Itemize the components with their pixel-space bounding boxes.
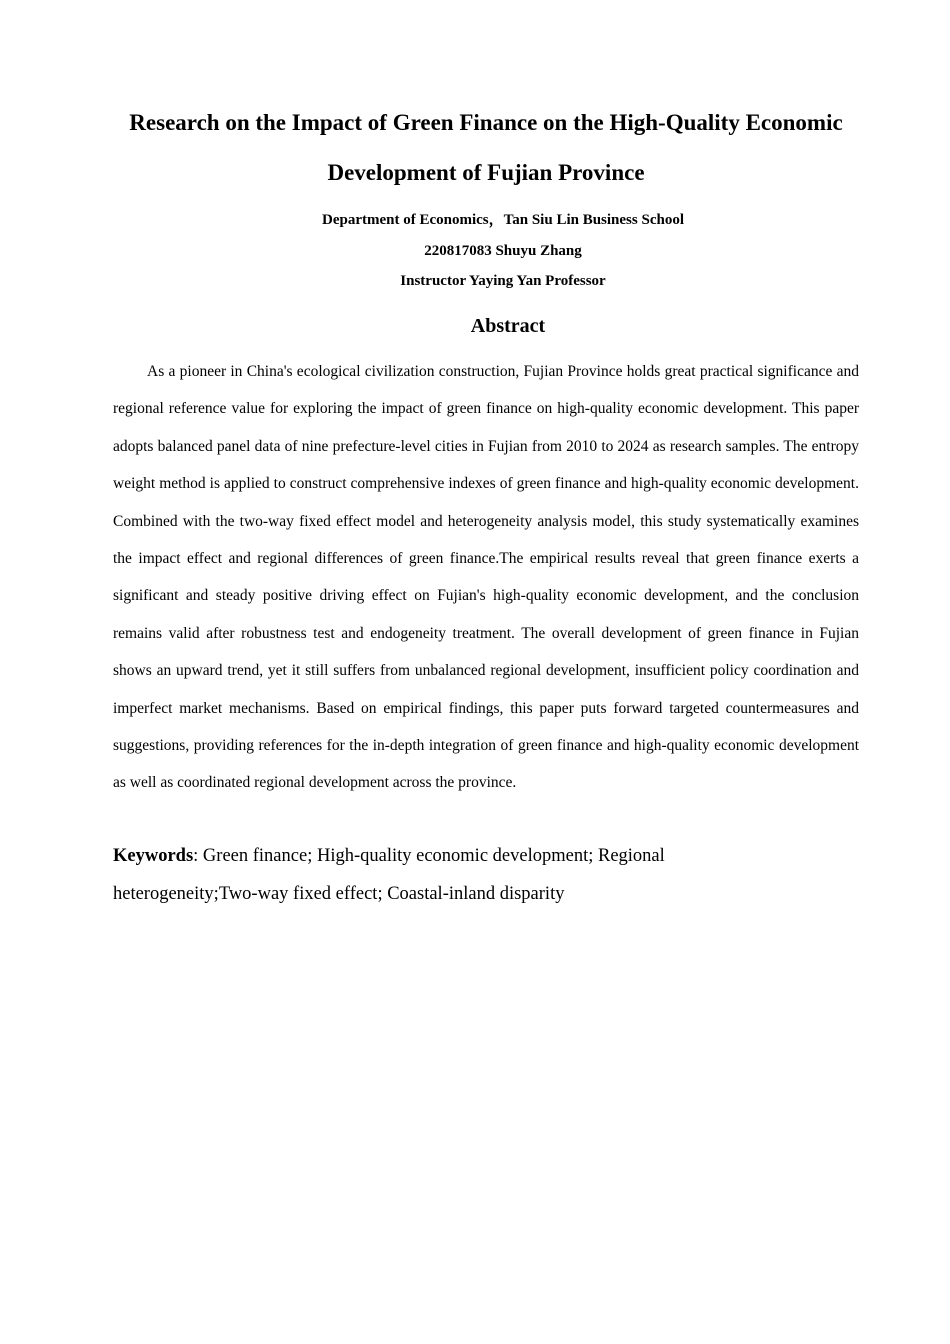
abstract-body: As a pioneer in China's ecological civilization construction, Fujian Province holds great practical significance and regional reference value for exploring the impact of green finance on high-quality economic development. This paper adopts balanced panel data of nine prefecture-level cities in Fujian from 2010 to 2024 as research samples. The entropy weight method is applied to construct comprehensive indexes of green finance and high-quality economic development. Combined with the two-way fixed effect model and heterogeneity analysis model, this study systematically examines the impact effect and regional differences of green finance.The empirical results reveal that green finance exerts a significant and steady positive driving effect on Fujian's high-quality economic development, and the conclusion remains valid after robustness test and endogeneity treatment. The overall development of green finance in Fujian shows an upward trend, yet it still suffers from unbalanced regional development, insufficient policy coordination and imperfect market mechanisms. Based on empirical findings, this paper puts forward targeted countermeasures and suggestions, providing references for the in-depth integration of green finance and high-quality economic development as well as coordinated regional development across the province. bbox=[113, 363, 859, 792]
student-line: 220817083 Shuyu Zhang bbox=[424, 243, 582, 259]
paper-title-line-1: Research on the Impact of Green Finance on the High-Quality Economic bbox=[129, 110, 843, 135]
abstract-heading: Abstract bbox=[470, 315, 546, 337]
paper-title bbox=[100, 98, 872, 198]
instructor-line: Instructor Yaying Yan Professor bbox=[400, 273, 606, 289]
department-line: Department of Economics，Tan Siu Lin Business School bbox=[321, 212, 684, 228]
paper-title-line-2: Development of Fujian Province bbox=[327, 160, 645, 185]
keywords-text: : Green finance; High-quality economic development; Regional heterogeneity;Two-way fixed effect; Coastal-inland disparity bbox=[113, 846, 665, 904]
keywords-paragraph bbox=[113, 838, 713, 913]
keywords-label: Keywords bbox=[113, 846, 194, 866]
